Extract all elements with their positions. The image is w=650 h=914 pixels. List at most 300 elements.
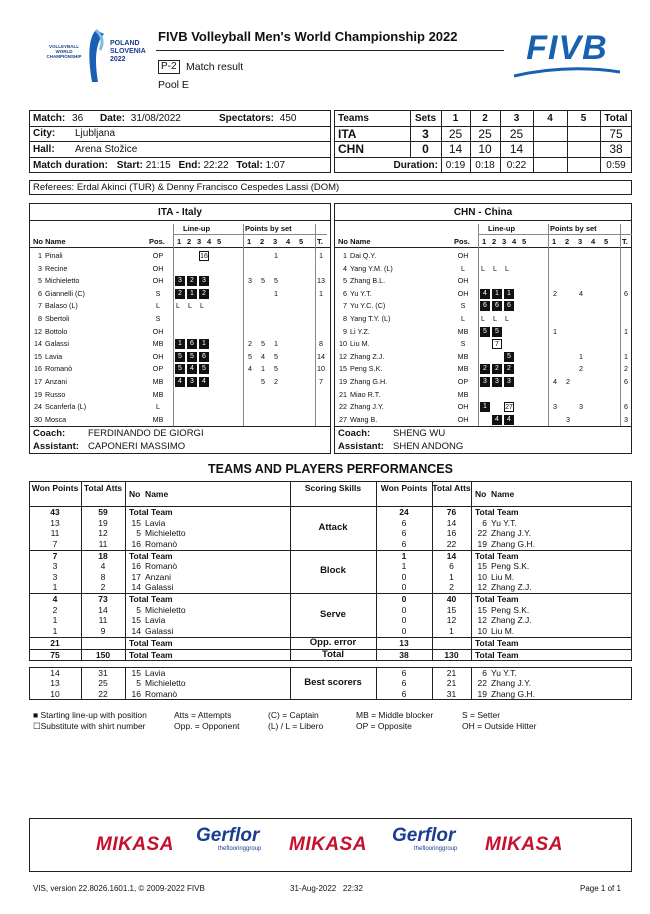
perf-row: [0, 594, 650, 605]
player-number: 6: [38, 288, 42, 298]
set-duration: 0:59: [606, 160, 626, 171]
set-duration: 0:22: [506, 160, 527, 171]
footer-page: Page 1 of 1: [580, 884, 621, 893]
total-atts: 11: [98, 615, 108, 625]
won-points: 14: [50, 667, 60, 678]
won-points: 1: [52, 625, 58, 636]
set-points: 2: [553, 288, 557, 298]
player-number: 24: [34, 402, 42, 412]
player-number: 6: [482, 517, 487, 528]
total-atts: 6: [449, 561, 454, 571]
total-atts: 14: [98, 604, 108, 615]
gerflor-tagline: theflooringgroup: [414, 846, 458, 852]
won-points: 6: [401, 517, 407, 528]
perf-row: [0, 626, 650, 637]
chn-coach: SHENG WU: [393, 428, 446, 439]
set-points: 1: [274, 251, 278, 260]
set-points: 2: [274, 377, 278, 386]
player-position: MB: [457, 389, 469, 399]
player-position: MB: [457, 351, 469, 361]
libero-mark: L: [176, 301, 180, 311]
lineup-set-header: 3: [197, 237, 202, 246]
starting-position: 4: [504, 415, 514, 425]
ita-coach: FERDINANDO DE GIORGI: [88, 428, 204, 439]
starting-position: 1: [199, 339, 209, 349]
lineup-set-header: 4: [207, 237, 212, 246]
legend-item: OP = Opposite: [356, 721, 412, 731]
substitute-number: 16: [200, 253, 208, 260]
total-atts: 40: [446, 594, 457, 604]
mikasa-logo: MIKASA: [485, 834, 563, 855]
player-number: 16: [131, 688, 141, 699]
libero-mark: L: [188, 301, 192, 311]
doc-code: P-2: [158, 60, 180, 74]
player-number: 1: [38, 251, 42, 260]
libero-mark: L: [493, 314, 497, 323]
score-cell: 25: [509, 127, 524, 141]
player-position: L: [156, 402, 160, 412]
player-total: 1: [624, 326, 628, 336]
championship-logo: VOLLEYBALL WORLD CHAMPIONSHIP POLAND SLOVENIA 2022: [40, 28, 140, 84]
legend-item: Opp. = Opponent: [174, 721, 240, 731]
player-name: Galassi: [145, 582, 174, 592]
end-label: End:: [178, 160, 201, 171]
set-points: 1: [261, 364, 265, 374]
perf-row: [0, 638, 650, 649]
player-number: 15: [339, 364, 347, 374]
legend-item: MB = Middle blocker: [356, 710, 434, 720]
player-number: 7: [38, 301, 42, 311]
player-name: Recine: [45, 263, 68, 273]
player-name: Lavia: [45, 351, 63, 361]
player-name: Michieletto: [145, 604, 186, 615]
player-row: [334, 313, 632, 325]
total-team: Total Team: [129, 594, 173, 604]
set-points: 5: [274, 351, 278, 361]
set-duration: 0:18: [475, 160, 495, 171]
perf-row: [0, 582, 650, 593]
starting-position: 2: [504, 364, 514, 374]
starting-position: 1: [504, 289, 514, 299]
player-position: OH: [152, 276, 164, 286]
player-name: Miao R.T.: [350, 389, 381, 399]
player-row: [29, 376, 327, 388]
score-cell: 10: [478, 142, 492, 156]
skill-label: Attack: [318, 521, 348, 533]
lineup-set-header: 5: [522, 237, 527, 246]
legend-item: Atts = Attempts: [174, 710, 232, 720]
won-points: 11: [50, 528, 60, 538]
won-points: 1: [52, 582, 58, 592]
player-name: Zhang G.H.: [491, 688, 535, 699]
player-position: S: [460, 339, 466, 349]
player-number: 16: [34, 364, 42, 374]
footer-version: VIS, version 22.8026.1601.1, © 2009-2022 FIVB: [33, 884, 205, 893]
player-name: Romanò: [145, 688, 178, 699]
won-points: 6: [401, 688, 407, 699]
score-header: 5: [580, 113, 587, 124]
set-duration: 0:19: [445, 160, 466, 171]
legend-item: S = Setter: [462, 710, 501, 720]
starting-position: 5: [187, 352, 197, 362]
total-atts: 25: [98, 678, 108, 688]
lineup-set-header: 1: [177, 237, 182, 246]
won-points: 13: [50, 678, 60, 688]
player-number: 12: [339, 351, 347, 361]
player-name: Zhang G.H.: [491, 538, 535, 549]
match-label: Match:: [33, 113, 66, 124]
set-points: 5: [274, 364, 278, 374]
starting-position: 3: [175, 276, 185, 286]
player-name: Romanò: [145, 538, 178, 549]
perf-row: [0, 678, 650, 689]
player-row: [334, 250, 632, 262]
match-date: 31/08/2022: [130, 113, 181, 124]
perf-row: [0, 528, 650, 539]
fivb-logo: FIVB: [512, 30, 622, 80]
total-atts: 2: [449, 582, 454, 592]
points-set-header: 3: [273, 237, 278, 246]
player-row: [334, 263, 632, 275]
player-position: OH: [152, 263, 164, 273]
player-name: Michieletto: [145, 528, 186, 538]
player-number: 14: [131, 625, 141, 636]
legend-item: (L) / L = Libero: [268, 721, 324, 731]
player-name: Liu M.: [350, 339, 370, 349]
starting-position: 3: [492, 377, 502, 387]
player-position: MB: [152, 414, 164, 424]
player-position: OH: [457, 402, 469, 412]
starting-position: 4: [199, 377, 209, 387]
lineup-set-header: 2: [492, 237, 497, 246]
lineup-header: Line-up: [488, 224, 516, 233]
gerflor-wordmark: Gerflor: [196, 825, 260, 846]
won-points: 38: [399, 649, 409, 660]
starting-position: 6: [504, 301, 514, 311]
player-name: Michieletto: [145, 678, 186, 688]
total-time: 1:07: [265, 160, 286, 171]
total-atts: 18: [98, 550, 108, 561]
player-name: Zhang J.Y.: [350, 402, 384, 412]
player-position: MB: [152, 389, 164, 399]
starting-position: 3: [504, 377, 514, 387]
player-name: Galassi: [45, 339, 69, 349]
player-name: Romanò: [145, 561, 178, 571]
player-position: L: [461, 263, 465, 273]
starting-position: 2: [492, 364, 502, 374]
subheader-rule: [478, 234, 632, 235]
player-name: Liu M.: [491, 625, 515, 636]
set-points: 4: [553, 377, 557, 386]
player-position: MB: [152, 377, 164, 386]
player-number: 19: [339, 377, 347, 386]
won-points-header: Won Points: [31, 483, 79, 493]
player-name: Peng S.K.: [491, 604, 530, 615]
player-row: [334, 414, 632, 426]
won-points: 6: [401, 538, 407, 549]
total-atts: 15: [446, 604, 457, 615]
player-total: 10: [317, 364, 325, 374]
player-name: Galassi: [145, 625, 174, 636]
player-name: Zhang B.L.: [350, 276, 386, 286]
chn-assistant: SHEN ANDONG: [393, 441, 464, 452]
player-row: [29, 250, 327, 262]
starting-position: 4: [187, 364, 197, 374]
player-row: [334, 401, 632, 413]
won-points-header: Won Points: [380, 483, 428, 493]
player-name: Li Y.Z.: [350, 326, 370, 336]
perf-row: [0, 561, 650, 572]
player-total: 1: [319, 288, 323, 298]
player-row: [29, 326, 327, 338]
total-team: Total Team: [129, 649, 173, 660]
perf-row: [0, 689, 650, 700]
referees: Referees: Erdal Akinci (TUR) & Denny Francisco Cespedes Lassi (DOM): [33, 182, 340, 193]
won-points: 21: [50, 637, 60, 648]
player-number: 15: [477, 604, 487, 615]
footer-timestamp: 31-Aug-2022 22:32: [290, 884, 363, 893]
ita-coach-label: Coach:: [33, 428, 66, 439]
skill-label: Opp. error: [309, 636, 357, 648]
player-number: 6: [482, 667, 487, 678]
player-number: 30: [34, 414, 42, 424]
player-total: 6: [624, 402, 628, 412]
player-number: 5: [343, 276, 347, 286]
player-total: 6: [624, 288, 628, 298]
player-number: 17: [131, 571, 141, 582]
no-name-header: No Name: [129, 489, 169, 499]
player-name: Balaso (L): [45, 301, 78, 311]
lineup-set-header: 3: [502, 237, 507, 246]
won-points: 0: [401, 594, 407, 604]
player-number: 14: [34, 339, 42, 349]
total-atts: 130: [444, 649, 459, 660]
date-label: Date:: [100, 113, 126, 124]
starting-position: 1: [492, 289, 502, 299]
won-points: 13: [399, 637, 409, 648]
points-set-header: 5: [299, 237, 304, 246]
lineup-header: Line-up: [183, 224, 211, 233]
player-number: 21: [339, 389, 347, 399]
total-atts-header: Total Atts: [83, 483, 123, 493]
player-position: OH: [152, 351, 164, 361]
score-header: Teams: [338, 113, 369, 124]
perf-row: [0, 605, 650, 616]
player-name: Bottolo: [45, 326, 68, 336]
player-row: [334, 376, 632, 388]
set-points: 1: [274, 339, 278, 349]
libero-mark: L: [481, 314, 485, 323]
ita-title: ITA - Italy: [158, 207, 202, 218]
total-atts: 31: [446, 688, 457, 699]
won-points: 0: [401, 625, 407, 636]
total-atts: 8: [100, 571, 106, 582]
player-number: 22: [477, 528, 487, 538]
player-number: 27: [339, 414, 347, 424]
set-points: 2: [579, 364, 583, 374]
player-row: [29, 401, 327, 413]
end-time: 22:22: [203, 160, 229, 171]
total-team: Total Team: [475, 507, 519, 517]
won-points: 75: [50, 649, 60, 660]
score-cell: 3: [422, 127, 429, 141]
player-row: [334, 389, 632, 401]
substitute-number: 27: [505, 404, 513, 412]
player-row: [29, 275, 327, 287]
set-points: 3: [566, 414, 570, 424]
player-number: 15: [131, 517, 141, 528]
starting-position: 6: [480, 301, 490, 311]
won-points: 3: [52, 561, 58, 571]
libero-mark: L: [481, 263, 485, 273]
perf-row: [0, 650, 650, 661]
player-name: Zhang J.Y.: [491, 528, 532, 538]
player-name: Mosca: [45, 414, 67, 424]
player-total: 14: [317, 351, 325, 361]
won-points: 7: [52, 550, 58, 561]
player-row: [29, 389, 327, 401]
total-team: Total Team: [129, 550, 173, 561]
total-atts: 2: [100, 582, 106, 592]
gerflor-wordmark: Gerflor: [392, 825, 456, 846]
player-position: L: [156, 301, 160, 311]
player-total: 1: [624, 351, 628, 361]
total-atts: 14: [446, 517, 457, 528]
player-number: 12: [477, 615, 487, 625]
set-points: 5: [261, 276, 265, 286]
total-atts: 21: [446, 667, 457, 678]
won-points: 2: [52, 604, 58, 615]
score-cell: 14: [448, 142, 463, 156]
legend-item: ☐Substitute with shirt number: [33, 721, 146, 731]
player-number: 10: [339, 339, 347, 349]
chn-title: CHN - China: [453, 207, 513, 218]
player-row: [29, 351, 327, 363]
player-name: Scanferla (L): [45, 402, 87, 412]
player-number: 5: [136, 678, 141, 688]
score-header: 2: [482, 113, 488, 124]
starting-position: 2: [175, 289, 185, 299]
score-cell: 25: [448, 127, 463, 141]
player-number: 4: [343, 263, 347, 273]
player-number: 12: [477, 582, 487, 592]
pos-header: Pos.: [454, 237, 470, 246]
won-points: 0: [401, 604, 407, 615]
set-points: 1: [579, 351, 583, 361]
player-name: Lavia: [145, 517, 166, 528]
won-points: 6: [401, 667, 407, 678]
player-row: [29, 288, 327, 300]
starting-position: 4: [480, 289, 490, 299]
total-atts: 19: [98, 517, 108, 528]
gerflor-tagline: theflooringgroup: [218, 846, 262, 852]
player-position: S: [460, 301, 466, 311]
header-rule: [29, 247, 331, 248]
set-points: 4: [248, 364, 252, 374]
starting-position: 4: [175, 377, 185, 387]
player-total: 1: [319, 251, 323, 260]
player-row: [29, 300, 327, 312]
points-header: Points by set: [245, 224, 292, 233]
won-points: 13: [50, 517, 60, 528]
hall: Arena Stožice: [75, 144, 138, 155]
total-atts: 59: [98, 507, 108, 517]
player-number: 5: [136, 528, 141, 538]
total-atts: 150: [95, 649, 111, 660]
player-name: Giannelli (C): [45, 288, 85, 298]
score-cell: 14: [509, 142, 524, 156]
player-name: Yang Y.M. (L): [350, 263, 393, 273]
player-number: 19: [477, 688, 487, 699]
player-position: L: [461, 314, 465, 323]
player-row: [29, 363, 327, 375]
player-name: Yu Y.T.: [350, 288, 372, 298]
player-total: 2: [624, 364, 628, 374]
perf-row: [0, 518, 650, 529]
won-points: 7: [52, 538, 58, 549]
starting-position: 1: [175, 339, 185, 349]
player-name: Wang B.: [350, 414, 378, 424]
score-cell: 75: [609, 127, 623, 141]
player-number: 8: [38, 314, 42, 323]
lineup-set-header: 5: [217, 237, 222, 246]
start-time: 21:15: [145, 160, 171, 171]
won-points: 0: [401, 571, 407, 582]
player-name: Pinali: [45, 251, 63, 260]
score-cell: 38: [609, 142, 623, 156]
player-name: Zhang J.Y.: [491, 678, 532, 688]
player-name: Liu M.: [491, 571, 515, 582]
set-points: 4: [579, 288, 583, 298]
player-name: Dai Q.Y.: [350, 251, 377, 260]
player-position: S: [155, 288, 161, 298]
set-points: 5: [248, 351, 252, 361]
set-points: 5: [261, 339, 265, 349]
total-atts: 1: [449, 625, 454, 636]
player-name: Zhang Z.J.: [491, 615, 532, 625]
total-team: Total Team: [475, 637, 519, 648]
player-name: Zhang G.H.: [350, 377, 388, 386]
player-number: 14: [131, 582, 141, 592]
total-team: Total Team: [475, 550, 519, 561]
player-number: 9: [343, 326, 347, 336]
player-name: Zhang Z.J.: [350, 351, 385, 361]
player-number: 17: [34, 377, 42, 386]
player-total: 8: [319, 339, 323, 349]
points-set-header: 2: [565, 237, 570, 246]
won-points: 3: [52, 571, 58, 582]
set-points: 1: [274, 288, 278, 298]
starting-position: 5: [492, 327, 502, 337]
lineup-set-header: 4: [512, 237, 517, 246]
libero-mark: L: [505, 263, 509, 273]
player-number: 3: [38, 263, 42, 273]
start-label: Start:: [116, 160, 143, 171]
no-name-header: No Name: [475, 489, 515, 499]
score-header: 4: [547, 113, 553, 124]
player-number: 22: [477, 678, 487, 688]
player-row: [334, 363, 632, 375]
score-header: Sets: [414, 113, 437, 124]
duration-label: Duration:: [393, 160, 438, 171]
total-atts: 1: [449, 571, 454, 582]
player-row: [29, 313, 327, 325]
points-set-header: 4: [591, 237, 596, 246]
player-number: 16: [131, 561, 141, 571]
lineup-set-header: 2: [187, 237, 192, 246]
points-set-header: 2: [260, 237, 265, 246]
player-position: OP: [152, 364, 164, 374]
